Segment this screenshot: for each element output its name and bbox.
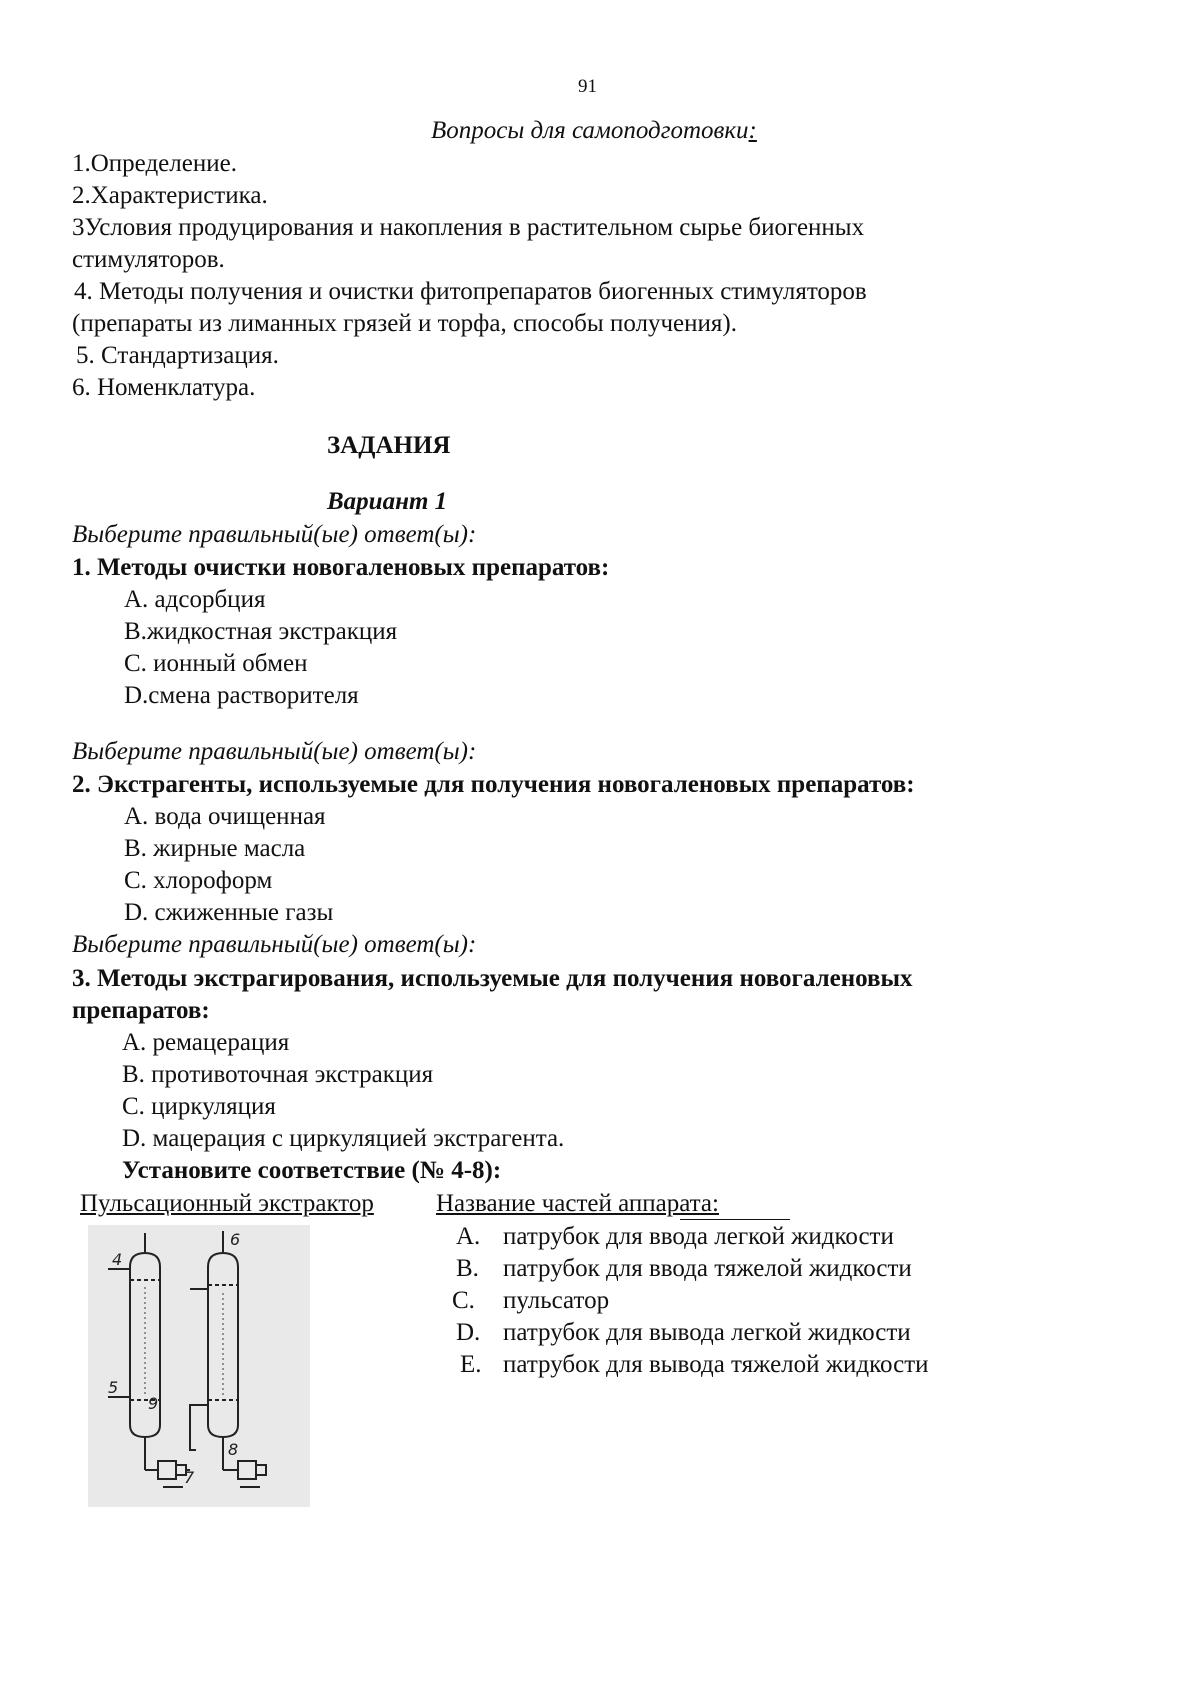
question-1-option: В.жидкостная экстракция xyxy=(124,618,398,645)
self-study-item: стимуляторов. xyxy=(72,246,225,273)
part-text: патрубок для вывода легкой жидкости xyxy=(503,1319,911,1346)
question-2-option: D. сжиженные газы xyxy=(124,899,334,926)
device-name: Пульсационный экстрактор xyxy=(80,1190,374,1217)
page-number: 91 xyxy=(578,76,597,97)
question-3: 3. Методы экстрагирования, используемые для получения новогаленовых xyxy=(72,965,913,992)
figure-label: 9 xyxy=(148,1394,159,1413)
figure-label: 5 xyxy=(108,1378,119,1397)
parts-title-underline xyxy=(680,1219,790,1220)
instruction: Выберите правильный(ые) ответ(ы): xyxy=(72,931,477,958)
pulsation-extractor-drawing-icon xyxy=(88,1225,310,1507)
self-study-title-text: Вопросы для самоподготовки xyxy=(431,117,749,144)
part-letter: С. xyxy=(452,1287,475,1314)
question-1-option: С. ионный обмен xyxy=(124,650,308,677)
figure-label: 6 xyxy=(230,1230,241,1249)
question-1-option: А. адсорбция xyxy=(124,586,266,613)
part-letter: В. xyxy=(456,1255,479,1282)
question-2-option: В. жирные масла xyxy=(124,835,306,862)
figure-label: 8 xyxy=(228,1440,239,1459)
part-text: патрубок для ввода легкой жидкости xyxy=(503,1223,894,1250)
figure-label: 4 xyxy=(112,1250,123,1269)
part-letter: Е. xyxy=(460,1351,482,1378)
question-3-option: А. ремацерация xyxy=(122,1029,290,1056)
question-2-option: С. хлороформ xyxy=(124,867,273,894)
self-study-item: 4. Методы получения и очистки фитопрепаратов биогенных стимуляторов xyxy=(74,278,867,305)
figure-label: 7 xyxy=(184,1468,195,1487)
self-study-item: 6. Номенклатура. xyxy=(72,374,256,401)
instruction: Выберите правильный(ые) ответ(ы): xyxy=(72,738,477,765)
match-heading: Установите соответствие (№ 4-8): xyxy=(122,1157,502,1184)
self-study-title xyxy=(431,116,757,146)
question-3-option: С. циркуляция xyxy=(122,1093,276,1120)
question-3-continued: препаратов: xyxy=(72,997,210,1024)
question-2: 2. Экстрагенты, используемые для получения новогаленовых препаратов: xyxy=(72,771,915,798)
self-study-item: 3Условия продуцирования и накопления в растительном сырье биогенных xyxy=(72,214,865,241)
parts-title: Название частей аппарата: xyxy=(436,1190,719,1217)
part-text: патрубок для вывода тяжелой жидкости xyxy=(503,1351,929,1378)
self-study-title-colon: : xyxy=(748,117,757,144)
tasks-heading: ЗАДАНИЯ xyxy=(327,432,451,459)
self-study-item: (препараты из лиманных грязей и торфа, способы получения). xyxy=(72,310,737,337)
question-3-option: В. противоточная экстракция xyxy=(122,1061,434,1088)
part-letter: D. xyxy=(456,1319,481,1346)
self-study-item: 5. Стандартизация. xyxy=(76,342,279,369)
instruction: Выберите правильный(ые) ответ(ы): xyxy=(72,521,477,548)
question-1-option: D.смена растворителя xyxy=(124,682,359,709)
part-text: патрубок для ввода тяжелой жидкости xyxy=(503,1255,912,1282)
self-study-item: 2.Характеристика. xyxy=(72,182,268,209)
pulsation-extractor-figure xyxy=(88,1225,310,1507)
question-2-option: А. вода очищенная xyxy=(124,803,326,830)
question-1: 1. Методы очистки новогаленовых препаратов: xyxy=(72,554,610,581)
variant-heading: Вариант 1 xyxy=(327,488,448,515)
part-letter: А. xyxy=(456,1223,481,1250)
question-3-option: D. мацерация с циркуляцией экстрагента. xyxy=(122,1125,565,1152)
self-study-item: 1.Определение. xyxy=(72,150,237,177)
part-text: пульсатор xyxy=(503,1287,610,1314)
